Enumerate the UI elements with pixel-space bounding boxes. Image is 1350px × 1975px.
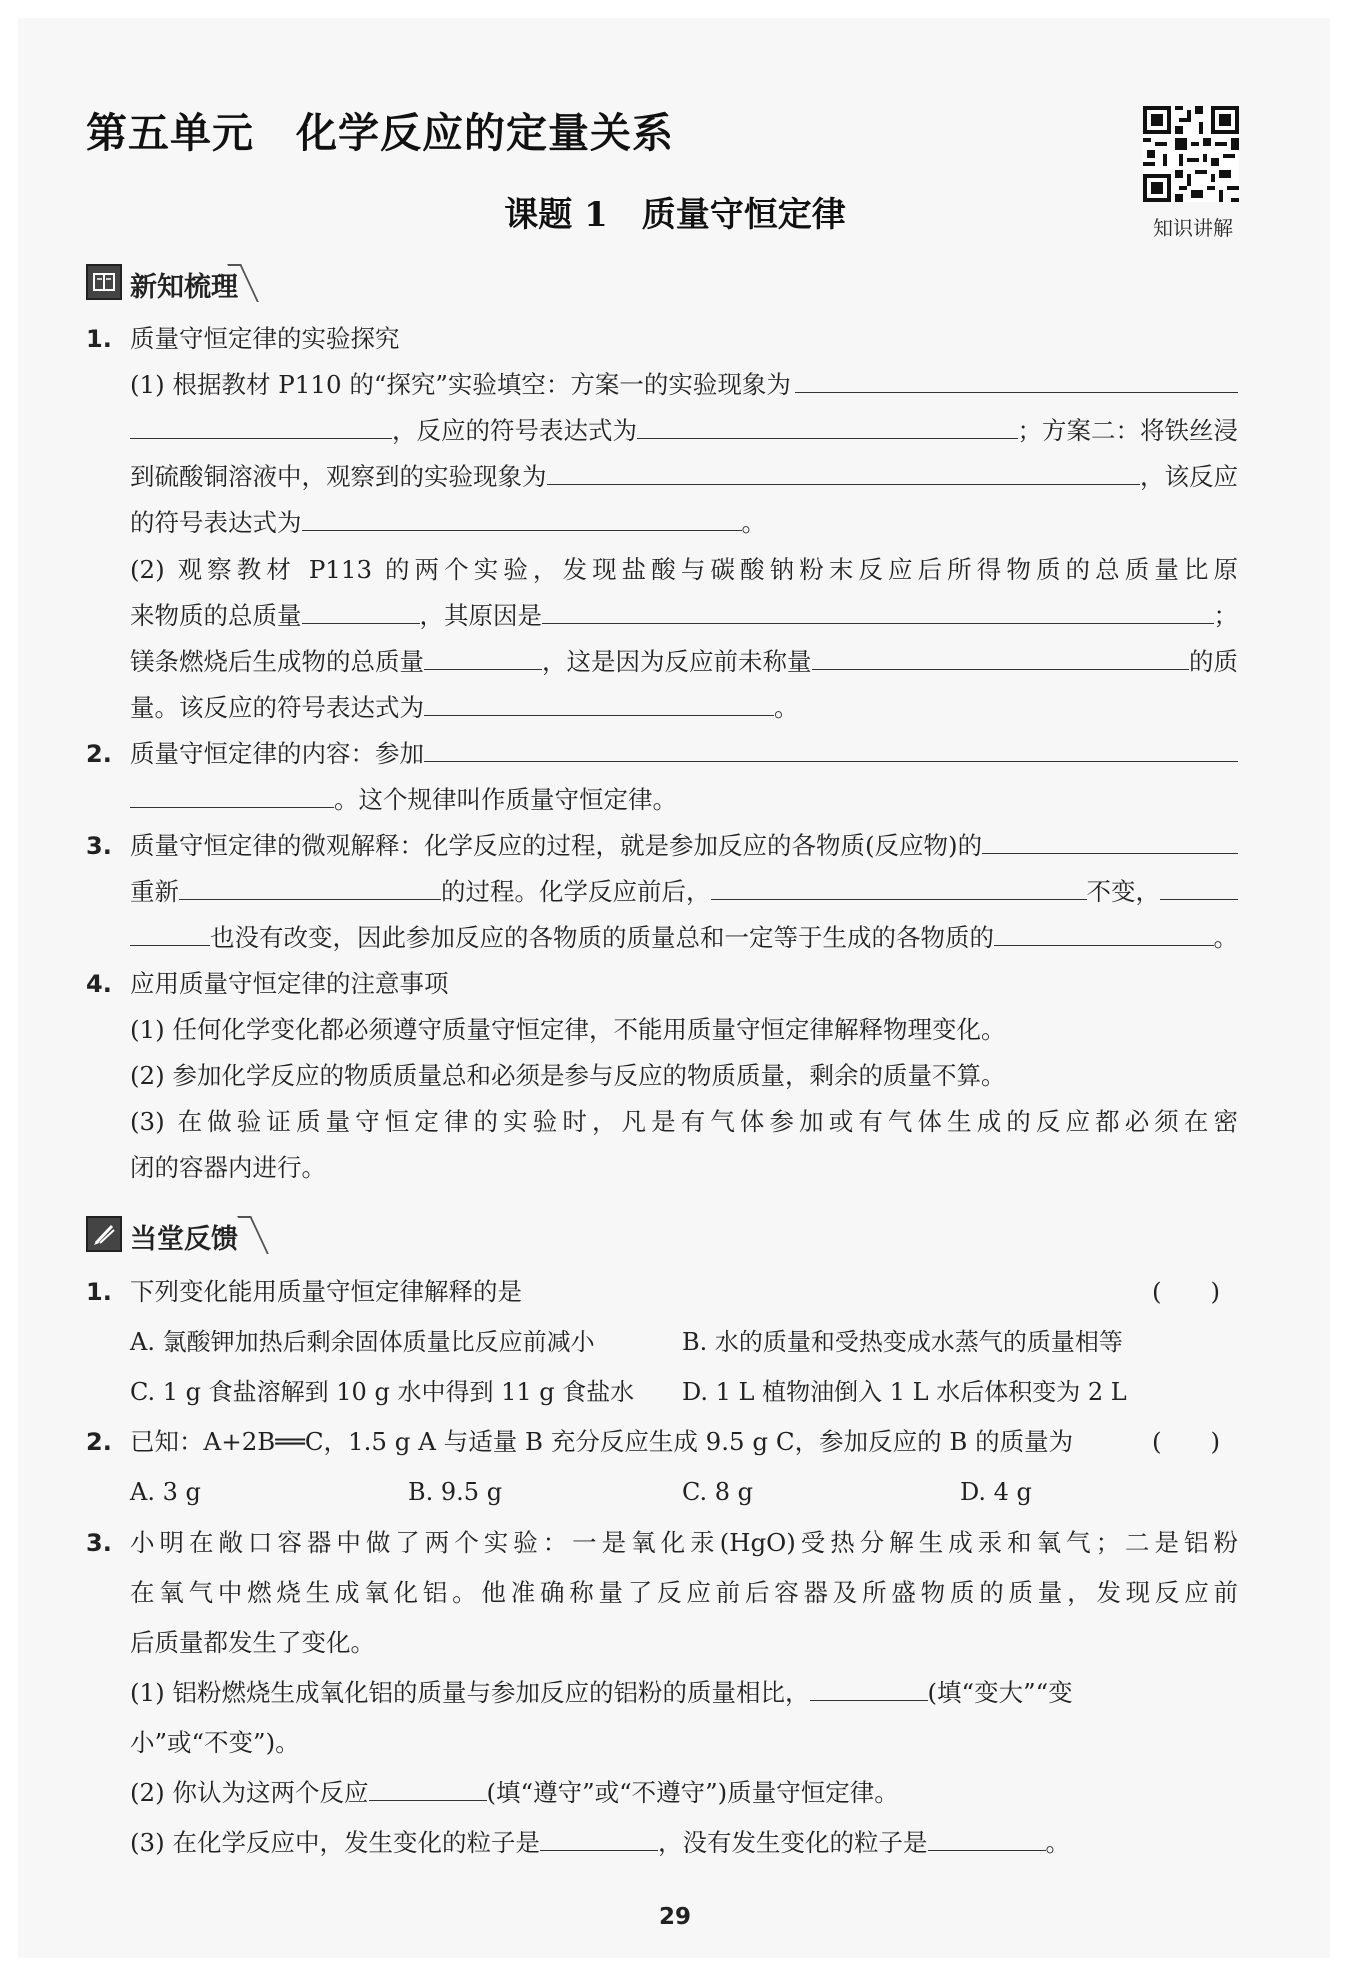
answer-blank[interactable] — [547, 462, 1141, 485]
text-span: ；方案二：将铁丝浸 — [1017, 416, 1238, 445]
text-span: 质量守恒定律的内容：参加 — [130, 739, 424, 768]
text-line — [130, 1827, 1238, 1859]
answer-blank[interactable] — [928, 1828, 1046, 1851]
answer-blank[interactable] — [982, 831, 1238, 854]
answer-blank[interactable] — [130, 416, 392, 439]
answer-blank[interactable] — [369, 1778, 487, 1801]
section-tab-edge — [237, 1216, 269, 1254]
option-a[interactable]: A. 3 g — [130, 1478, 201, 1506]
unit-title: 第五单元 化学反应的定量关系 — [86, 109, 674, 157]
text-line: (2) 参加化学反应的物质质量总和必须是参与反应的物质质量，剩余的质量不算。 — [130, 1061, 1006, 1090]
text-span: 不变， — [1086, 877, 1160, 906]
qr-code[interactable] — [1143, 106, 1239, 202]
text-span: ，没有发生变化的粒子是 — [658, 1828, 928, 1857]
text-span: ，反应的符号表达式为 — [392, 416, 637, 445]
answer-blank[interactable] — [994, 923, 1214, 946]
text-line — [130, 369, 1238, 401]
text-line: 应用质量守恒定律的注意事项 — [130, 969, 449, 998]
text-line: 已知：A+2B══C，1.5 g A 与适量 B 充分反应生成 9.5 g C，参加反应的 B 的质量为 — [130, 1427, 1074, 1456]
text-line — [130, 600, 1238, 632]
answer-blank[interactable] — [711, 877, 1087, 900]
text-span: (3) 在化学反应中，发生变化的粒子是 — [130, 1828, 540, 1857]
text-line: 后质量都发生了变化。 — [130, 1628, 375, 1657]
answer-blank[interactable] — [637, 416, 1018, 439]
text-line — [130, 507, 1238, 539]
item-number: 3. — [86, 832, 112, 860]
item-number: 2. — [86, 1428, 112, 1456]
option-d[interactable]: D. 1 L 植物油倒入 1 L 水后体积变为 2 L — [682, 1378, 1127, 1406]
answer-blank[interactable] — [130, 785, 334, 808]
option-c[interactable]: C. 8 g — [682, 1478, 754, 1506]
text-span: 到硫酸铜溶液中，观察到的实验现象为 — [130, 462, 547, 491]
text-span: ，这是因为反应前未称量 — [542, 647, 812, 676]
section-label: 新知梳理 — [130, 272, 238, 303]
text-line: 下列变化能用质量守恒定律解释的是 — [130, 1277, 522, 1306]
text-line: 小明在敞口容器中做了两个实验：一是氧化汞(HgO)受热分解生成汞和氧气；二是铝粉 — [130, 1528, 1238, 1557]
text-line: (3) 在做验证质量守恒定律的实验时，凡是有气体参加或有气体生成的反应都必须在密 — [130, 1107, 1238, 1136]
text-line — [130, 646, 1238, 678]
text-span: 也没有改变，因此参加反应的各物质的质量总和一定等于生成的各物质的 — [210, 923, 994, 952]
item-number: 1. — [86, 325, 112, 353]
text-span: (填“变大”“变 — [927, 1678, 1073, 1707]
qr-label: 知识讲解 — [1153, 216, 1233, 240]
option-b[interactable]: B. 水的质量和受热变成水蒸气的质量相等 — [682, 1328, 1123, 1356]
pencil-icon — [86, 1216, 122, 1252]
text-span: (2) 你认为这两个反应 — [130, 1778, 369, 1807]
text-span: ，该反应 — [1140, 462, 1238, 491]
text-span: 。 — [774, 693, 799, 722]
answer-blank[interactable] — [542, 601, 1214, 624]
text-line — [130, 876, 1238, 908]
book-icon — [86, 264, 122, 300]
text-span: (1) 铝粉燃烧生成氧化铝的质量与参加反应的铝粉的质量相比， — [130, 1678, 810, 1707]
answer-blank[interactable] — [424, 647, 542, 670]
text-span: 质量守恒定律的微观解释：化学反应的过程，就是参加反应的各物质(反应物)的 — [130, 831, 983, 860]
answer-blank[interactable] — [130, 923, 210, 946]
section-label: 当堂反馈 — [130, 1224, 238, 1255]
answer-blank[interactable] — [179, 877, 441, 900]
text-line: 质量守恒定律的实验探究 — [130, 324, 400, 353]
answer-bracket[interactable]: ( ) — [1152, 1277, 1221, 1306]
text-span: ，其原因是 — [419, 601, 542, 630]
option-a[interactable]: A. 氯酸钾加热后剩余固体质量比反应前减小 — [130, 1328, 595, 1356]
text-span: 的质 — [1189, 647, 1238, 676]
item-number: 4. — [86, 970, 112, 998]
option-d[interactable]: D. 4 g — [960, 1478, 1032, 1506]
lesson-title: 课题 1 质量守恒定律 — [504, 195, 846, 235]
text-line — [130, 692, 1238, 724]
text-line — [130, 1777, 1238, 1809]
answer-blank[interactable] — [810, 1678, 928, 1701]
text-line: (2) 观察教材 P113 的两个实验，发现盐酸与碳酸钠粉末反应后所得物质的总质量比原 — [130, 555, 1238, 584]
text-line: 闭的容器内进行。 — [130, 1153, 326, 1182]
text-span: 。 — [741, 508, 766, 537]
option-c[interactable]: C. 1 g 食盐溶解到 10 g 水中得到 11 g 食盐水 — [130, 1378, 635, 1406]
text-line — [130, 461, 1238, 493]
text-line — [130, 784, 1238, 816]
text-span: 重新 — [130, 877, 179, 906]
answer-blank[interactable] — [795, 370, 1238, 393]
text-span: 的过程。化学反应前后， — [441, 877, 711, 906]
answer-blank[interactable] — [424, 693, 774, 716]
answer-blank[interactable] — [812, 647, 1190, 670]
answer-blank[interactable] — [424, 739, 1238, 762]
answer-bracket[interactable]: ( ) — [1152, 1427, 1221, 1456]
item-number: 1. — [86, 1278, 112, 1306]
page-number: 29 — [658, 1904, 691, 1930]
answer-blank[interactable] — [302, 508, 742, 531]
text-span: 。 — [1045, 1828, 1070, 1857]
text-span: (填“遵守”或“不遵守”)质量守恒定律。 — [486, 1778, 899, 1807]
item-number: 2. — [86, 740, 112, 768]
text-line: 在氧气中燃烧生成氧化铝。他准确称量了反应前后容器及所盛物质的质量，发现反应前 — [130, 1578, 1238, 1607]
text-span: 。这个规律叫作质量守恒定律。 — [334, 785, 677, 814]
text-span: (1) 根据教材 P110 的“探究”实验填空：方案一的实验现象为 — [130, 370, 791, 399]
text-line — [130, 830, 1238, 862]
text-line — [130, 1677, 1238, 1709]
text-line — [130, 415, 1238, 447]
section-header-new-knowledge — [86, 264, 276, 302]
answer-blank[interactable] — [1160, 877, 1238, 900]
option-b[interactable]: B. 9.5 g — [408, 1478, 503, 1506]
answer-blank[interactable] — [302, 601, 420, 624]
text-line — [130, 738, 1238, 770]
text-span: ； — [1213, 601, 1238, 630]
text-span: 量。该反应的符号表达式为 — [130, 693, 424, 722]
text-line — [130, 922, 1238, 954]
text-line: 小”或“不变”)。 — [130, 1728, 300, 1757]
text-span: 。 — [1213, 923, 1238, 952]
text-line: (1) 任何化学变化都必须遵守质量守恒定律，不能用质量守恒定律解释物理变化。 — [130, 1015, 1006, 1044]
text-span: 的符号表达式为 — [130, 508, 302, 537]
text-span: 镁条燃烧后生成物的总质量 — [130, 647, 424, 676]
answer-blank[interactable] — [540, 1828, 658, 1851]
text-span: 来物质的总质量 — [130, 601, 302, 630]
item-number: 3. — [86, 1529, 112, 1557]
section-header-feedback — [86, 1216, 286, 1254]
